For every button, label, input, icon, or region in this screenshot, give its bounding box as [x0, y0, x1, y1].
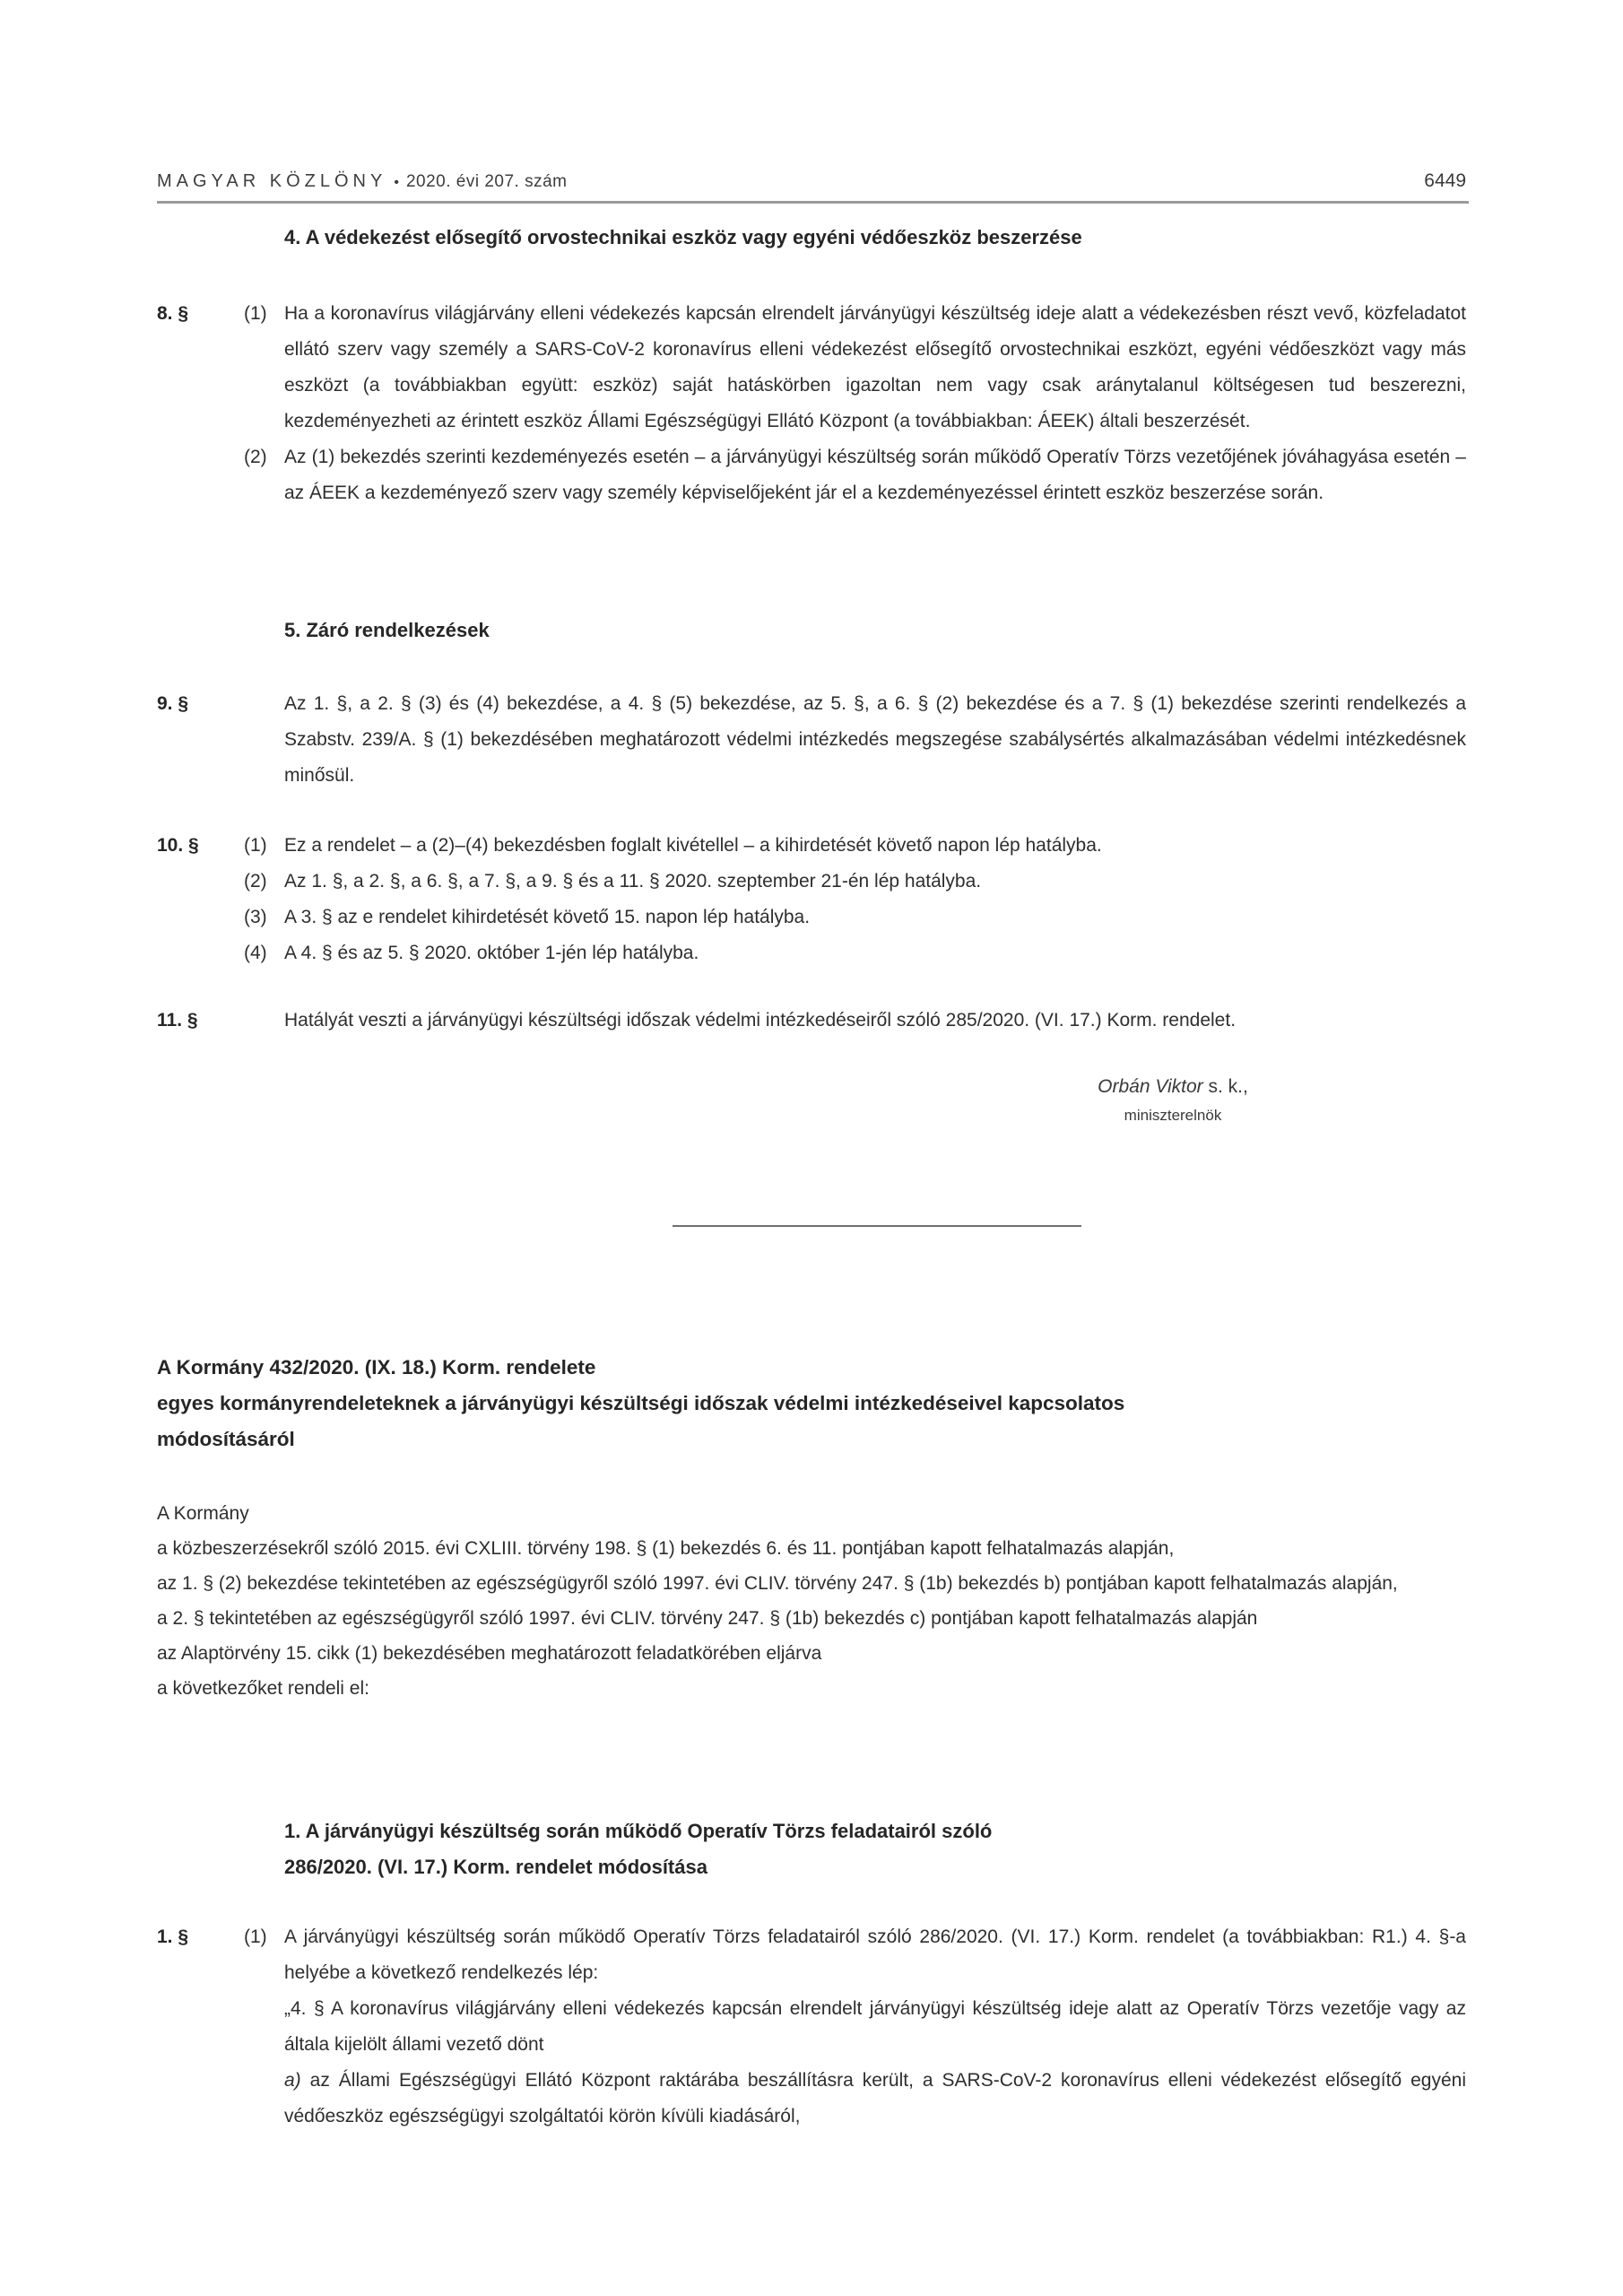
section-11 [157, 1003, 1466, 1039]
decree-separator [673, 1225, 1081, 1227]
provision-10-2 [157, 864, 1466, 900]
point-a-text: az Állami Egészségügyi Ellátó Központ raktárába beszállításra került, a SARS-CoV-2 koronavírus elleni védekezést elősegítő egyéni védőeszköz egészségügyi szolgáltatói körön kívüli kiadásáról, [284, 2070, 1466, 2126]
section-label-empty [157, 935, 244, 971]
provision-10-4 [157, 935, 1466, 971]
preamble-line: a közbeszerzésekről szóló 2015. évi CXLIII. törvény 198. § (1) bekezdés 6. és 11. pontjában kapott felhatalmazás alapján, [157, 1538, 1175, 1559]
section-8 [157, 296, 1466, 511]
header-bullet: • [394, 175, 399, 190]
preamble-line: az 1. § (2) bekezdése tekintetében az egészségügyről szóló 1997. évi CLIV. törvény 247. § (1b) bekezdés b) pontjában kapott felhatalmazás alapján, [157, 1573, 1398, 1594]
signature-name-line [926, 1070, 1419, 1104]
page-number: 6449 [1424, 170, 1466, 191]
paragraph-number: (1) [244, 1926, 267, 1947]
signature-block [926, 1070, 1419, 1127]
section-label: 1. § [157, 1926, 189, 1947]
provision-11 [157, 1003, 1466, 1039]
provision-10-1 [157, 828, 1466, 864]
provision-8-2 [157, 439, 1466, 511]
paragraph-text [284, 1919, 1466, 2135]
section-label-empty [157, 864, 244, 900]
paragraph-text: A 4. § és az 5. § 2020. október 1-jén lép hatályba. [284, 943, 699, 963]
heading-section-5: 5. Záró rendelkezések [284, 619, 490, 641]
paragraph-text: Hatályát veszti a járványügyi készültségi időszak védelmi intézkedéseiről szóló 285/2020. (VI. 17.) Korm. rendelet. [284, 1010, 1237, 1031]
preamble-line: a következőket rendeli el: [157, 1678, 369, 1699]
provision-9 [157, 686, 1466, 794]
provision-1-1 [157, 1919, 1466, 2135]
quoted-provision: „4. § A koronavírus világjárvány elleni védekezés kapcsán elrendelt járványügyi készültség ideje alatt az Operatív Törzs vezetője vagy az általa kijelölt állami vezető dönt [284, 1998, 1466, 2055]
section-label: 9. § [157, 693, 189, 714]
signatory-name: Orbán Viktor [1098, 1076, 1203, 1097]
paragraph-number: (1) [244, 835, 267, 856]
paragraph-text: Ez a rendelet – a (2)–(4) bekezdésben foglalt kivétellel – a kihirdetését követő napon lép hatályba. [284, 835, 1102, 856]
paragraph-text: Az 1. §, a 2. §, a 6. §, a 7. §, a 9. § és a 11. § 2020. szeptember 21-én lép hatályba. [284, 871, 982, 891]
decree-title-line1: A Kormány 432/2020. (IX. 18.) Korm. rendelete [157, 1356, 596, 1378]
paragraph-number: (1) [244, 303, 267, 324]
section-label: 10. § [157, 835, 199, 856]
journal-header [157, 171, 567, 192]
heading-amendment-1-line2: 286/2020. (VI. 17.) Korm. rendelet módosítása [284, 1856, 707, 1878]
section-9 [157, 686, 1466, 794]
preamble-line: a 2. § tekintetében az egészségügyről szóló 1997. évi CLIV. törvény 247. § (1b) bekezdés c) pontjában kapott felhatalmazás alapján [157, 1608, 1258, 1629]
page-header [157, 170, 1466, 192]
heading-amendment-1 [157, 1813, 1593, 1885]
paragraph-number-empty [244, 1003, 284, 1039]
section-label-empty [157, 439, 244, 511]
section-label-empty [157, 900, 244, 935]
paragraph-number: (2) [244, 447, 267, 467]
header-rule [157, 201, 1469, 204]
amendment-intro: A járványügyi készültség során működő Operatív Törzs feladatairól szóló 286/2020. (VI. 17.) Korm. rendelet (a továbbiakban: R1.) 4. §-a helyébe a következő rendelkezés lép: [284, 1926, 1466, 1983]
heading-amendment-1-line1: 1. A járványügyi készültség során működő Operatív Törzs feladatairól szóló [284, 1820, 993, 1842]
paragraph-text: A 3. § az e rendelet kihirdetését követő 15. napon lép hatályba. [284, 907, 811, 927]
provision-8-1 [157, 296, 1466, 439]
heading-section-4: 4. A védekezést elősegítő orvostechnikai eszköz vagy egyéni védőeszköz beszerzése [284, 226, 1082, 248]
paragraph-number: (2) [244, 871, 267, 891]
decree-title [157, 1350, 1466, 1457]
preamble-line: az Alaptörvény 15. cikk (1) bekezdésében meghatározott feladatkörében eljárva [157, 1643, 822, 1664]
signatory-title: miniszterelnök [1124, 1107, 1222, 1124]
decree-title-line3: módosításáról [157, 1428, 295, 1450]
paragraph-text: Az (1) bekezdés szerinti kezdeményezés esetén – a járványügyi készültség során működő Operatív Törzs vezetőjének jóváhagyása esetén – az ÁEEK a kezdeményező szerv vagy személy képviselőjeként jár el a kezdeményezéssel érintett eszköz beszerzése során. [284, 447, 1466, 503]
paragraph-number-empty [244, 686, 284, 794]
section-label: 11. § [157, 1010, 198, 1031]
preamble [157, 1496, 1466, 1706]
quoted-point-a [284, 2063, 1466, 2135]
point-a-label: a) [284, 2070, 301, 2091]
journal-name: MAGYAR KÖZLÖNY [157, 171, 387, 191]
section-label: 8. § [157, 303, 189, 324]
signature-sk: s. k., [1202, 1076, 1248, 1097]
preamble-line: A Kormány [157, 1503, 249, 1524]
section-1 [157, 1919, 1466, 2135]
decree-title-line2: egyes kormányrendeleteknek a járványügyi készültségi időszak védelmi intézkedéseivel kapcsolatos [157, 1392, 1125, 1414]
journal-issue: 2020. évi 207. szám [405, 172, 568, 191]
section-10 [157, 828, 1466, 971]
provision-10-3 [157, 900, 1466, 935]
paragraph-text: Ha a koronavírus világjárvány elleni védekezés kapcsán elrendelt járványügyi készültség ideje alatt a védekezésben részt vevő, közfeladatot ellátó szerv vagy személy a SARS-CoV-2 koronavírus elleni védekezést elősegítő orvostechnikai eszközt, egyéni védőeszközt vagy más eszközt (a továbbiakban együtt: eszköz) saját hatáskörben igazoltan nem vagy csak aránytalanul költségesen tud beszerezni, kezdeményezheti az érintett eszköz Állami Egészségügyi Ellátó Központ (a továbbiakban: ÁEEK) általi beszerzését. [284, 303, 1466, 431]
paragraph-number: (3) [244, 907, 267, 927]
paragraph-number: (4) [244, 943, 267, 963]
paragraph-text: Az 1. §, a 2. § (3) és (4) bekezdése, a 4. § (5) bekezdése, az 5. §, a 6. § (2) bekezdése és a 7. § (1) bekezdése szerinti rendelkezés a Szabstv. 239/A. § (1) bekezdésében meghatározott védelmi intézkedés megszegése szabálysértés alkalmazásában védelmi intézkedésnek minősül. [284, 693, 1466, 786]
